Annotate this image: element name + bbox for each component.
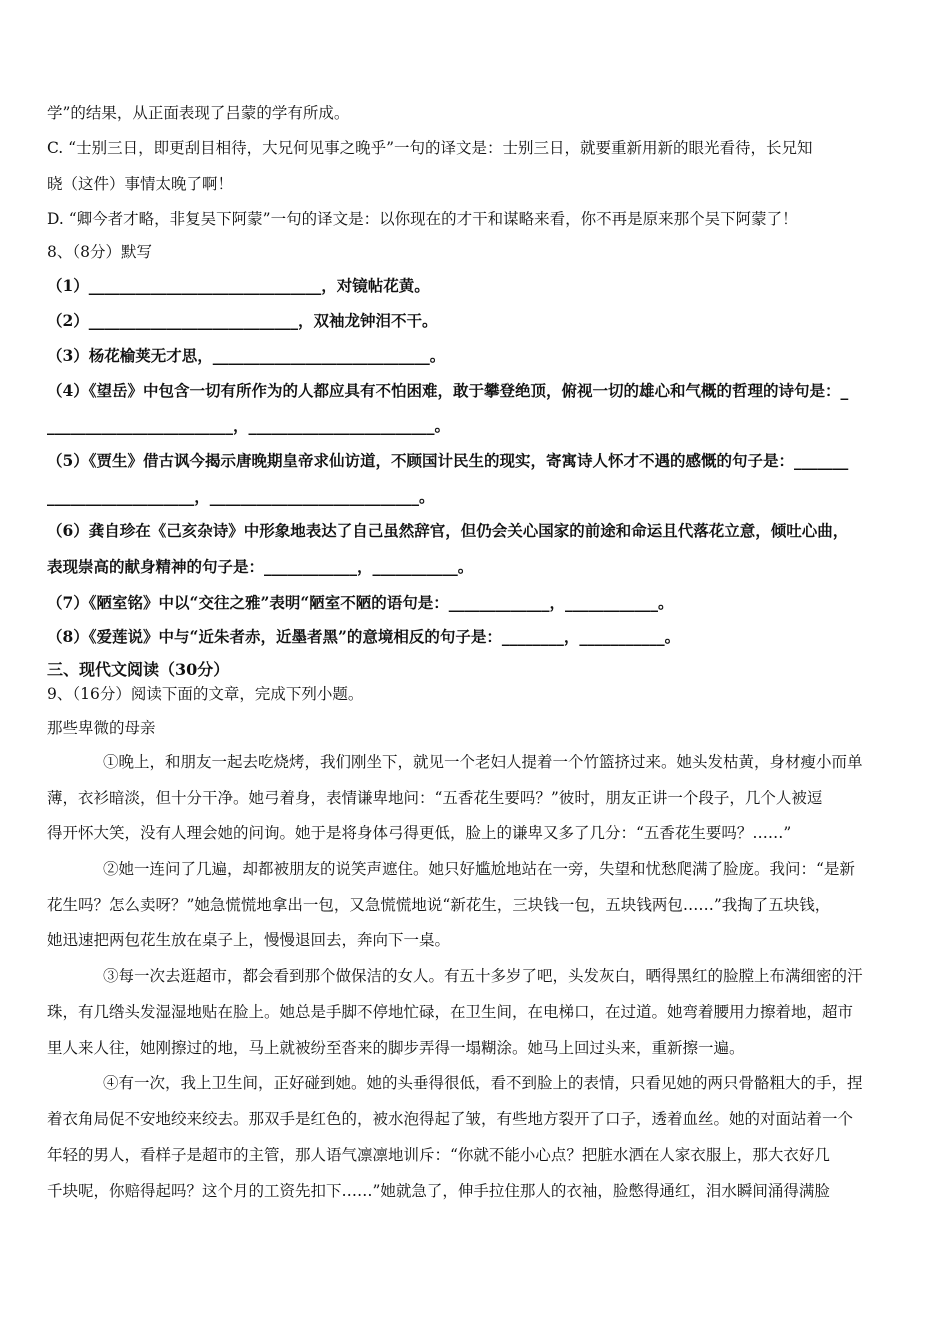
q8-item-6-line2: 表现崇高的献身精神的句子是：____________，___________。 <box>47 557 474 576</box>
q8-item-7: （7）《陋室铭》中以“交往之雅”表明“陋室不陋的语句是：_____________，____________。 <box>47 593 674 612</box>
paragraph-3-line3: 里人来人往，她刚擦过的地，马上就被纷至沓来的脚步弄得一塌糊涂。她马上回过头来，重新擦一遍。 <box>47 1039 745 1057</box>
paragraph-2-line1: ②她一连问了几遍，却都被朋友的说笑声遮住。她只好尴尬地站在一旁，失望和忧愁爬满了脸庞。我问：“是新 <box>103 860 855 878</box>
q8-item-4-line1: （4）《望岳》中包含一切有所作为的人都应具有不怕困难，敢于攀登绝顶，俯视一切的雄心和气概的哲理的诗句是：_ <box>47 381 849 400</box>
article-title: 那些卑微的母亲 <box>47 719 156 737</box>
paragraph-4-line1: ④有一次，我上卫生间，正好碰到她。她的头垂得很低，看不到脸上的表情，只看见她的两只骨骼粗大的手，捏 <box>103 1074 863 1092</box>
q8-item-1: （1）______________________________，对镜帖花黄。 <box>47 276 430 295</box>
q7-option-b-tail: 学”的结果，从正面表现了吕蒙的学有所成。 <box>47 104 350 122</box>
paragraph-4-line2: 着衣角局促不安地绞来绞去。那双手是红色的，被水泡得起了皱，有些地方裂开了口子，透着血丝。她的对面站着一个 <box>47 1110 854 1128</box>
q8-item-6-line1: （6）龚自珍在《己亥杂诗》中形象地表达了自己虽然辞官，但仍会关心国家的前途和命运且代落花立意，倾吐心曲， <box>47 521 849 540</box>
paragraph-1-line1: ①晚上，和朋友一起去吃烧烤，我们刚坐下，就见一个老妇人提着一个竹篮挤过来。她头发枯黄，身材瘦小而单 <box>103 753 863 771</box>
q7-option-c-line1: C. “士别三日，即更刮目相待，大兄何见事之晚乎”一句的译文是：士别三日，就要重新用新的眼光看待，长兄知 <box>47 139 813 157</box>
paragraph-3-line2: 珠，有几绺头发湿湿地贴在脸上。她总是手脚不停地忙碌，在卫生间，在电梯口，在过道。她弯着腰用力擦着地，超市 <box>47 1003 854 1021</box>
paragraph-4-line4: 千块呢，你赔得起吗？这个月的工资先扣下……”她就急了，伸手拉住那人的衣袖，脸憋得通红，泪水瞬间涌得满脸 <box>47 1182 830 1200</box>
q8-item-4-line2: ________________________，________________________。 <box>47 416 451 435</box>
q7-option-c-line2: 晓（这件）事情太晚了啊！ <box>47 175 234 193</box>
q7-option-d: D. “卿今者才略，非复吴下阿蒙”一句的译文是：以你现在的才干和谋略来看，你不再是原来那个吴下阿蒙了！ <box>47 210 798 228</box>
q8-title: 8、（8分）默写 <box>47 243 152 261</box>
paragraph-4-line3: 年轻的男人，看样子是超市的主管，那人语气凛凛地训斥：“你就不能小心点？把脏水洒在人家衣服上，那大衣好几 <box>47 1146 830 1164</box>
q8-item-2: （2）___________________________，双袖龙钟泪不干。 <box>47 311 438 330</box>
paragraph-2-line2: 花生吗？怎么卖呀？”她急慌慌地拿出一包，又急慌慌地说“新花生，三块钱一包，五块钱两包……”我掏了五块钱， <box>47 896 831 914</box>
paragraph-1-line3: 得开怀大笑，没有人理会她的问询。她于是将身体弓得更低，脸上的谦卑又多了几分：“五香花生要吗？……” <box>47 824 792 842</box>
q8-item-5-line1: （5）《贾生》借古讽今揭示唐晚期皇帝求仙访道，不顾国计民生的现实，寄寓诗人怀才不遇的感慨的句子是：_______ <box>47 451 849 470</box>
section-title: 三、现代文阅读（30分） <box>47 660 230 679</box>
q8-item-3: （3）杨花榆荚无才思，____________________________。 <box>47 346 446 365</box>
q8-item-5-line2: ___________________，___________________________。 <box>47 487 435 506</box>
paragraph-3-line1: ③每一次去逛超市，都会看到那个做保洁的女人。有五十多岁了吧，头发灰白，晒得黑红的脸膛上布满细密的汗 <box>103 967 863 985</box>
q9-prompt: 9、（16分）阅读下面的文章，完成下列小题。 <box>47 685 364 703</box>
paragraph-2-line3: 她迅速把两包花生放在桌子上，慢慢退回去，奔向下一桌。 <box>47 931 451 949</box>
q8-item-8: （8）《爱莲说》中与“近朱者赤，近墨者黑”的意境相反的句子是：________，___________。 <box>47 627 681 646</box>
paragraph-1-line2: 薄，衣衫暗淡，但十分干净。她弓着身，表情谦卑地问：“五香花生要吗？”彼时，朋友正讲一个段子，几个人被逗 <box>47 789 823 807</box>
